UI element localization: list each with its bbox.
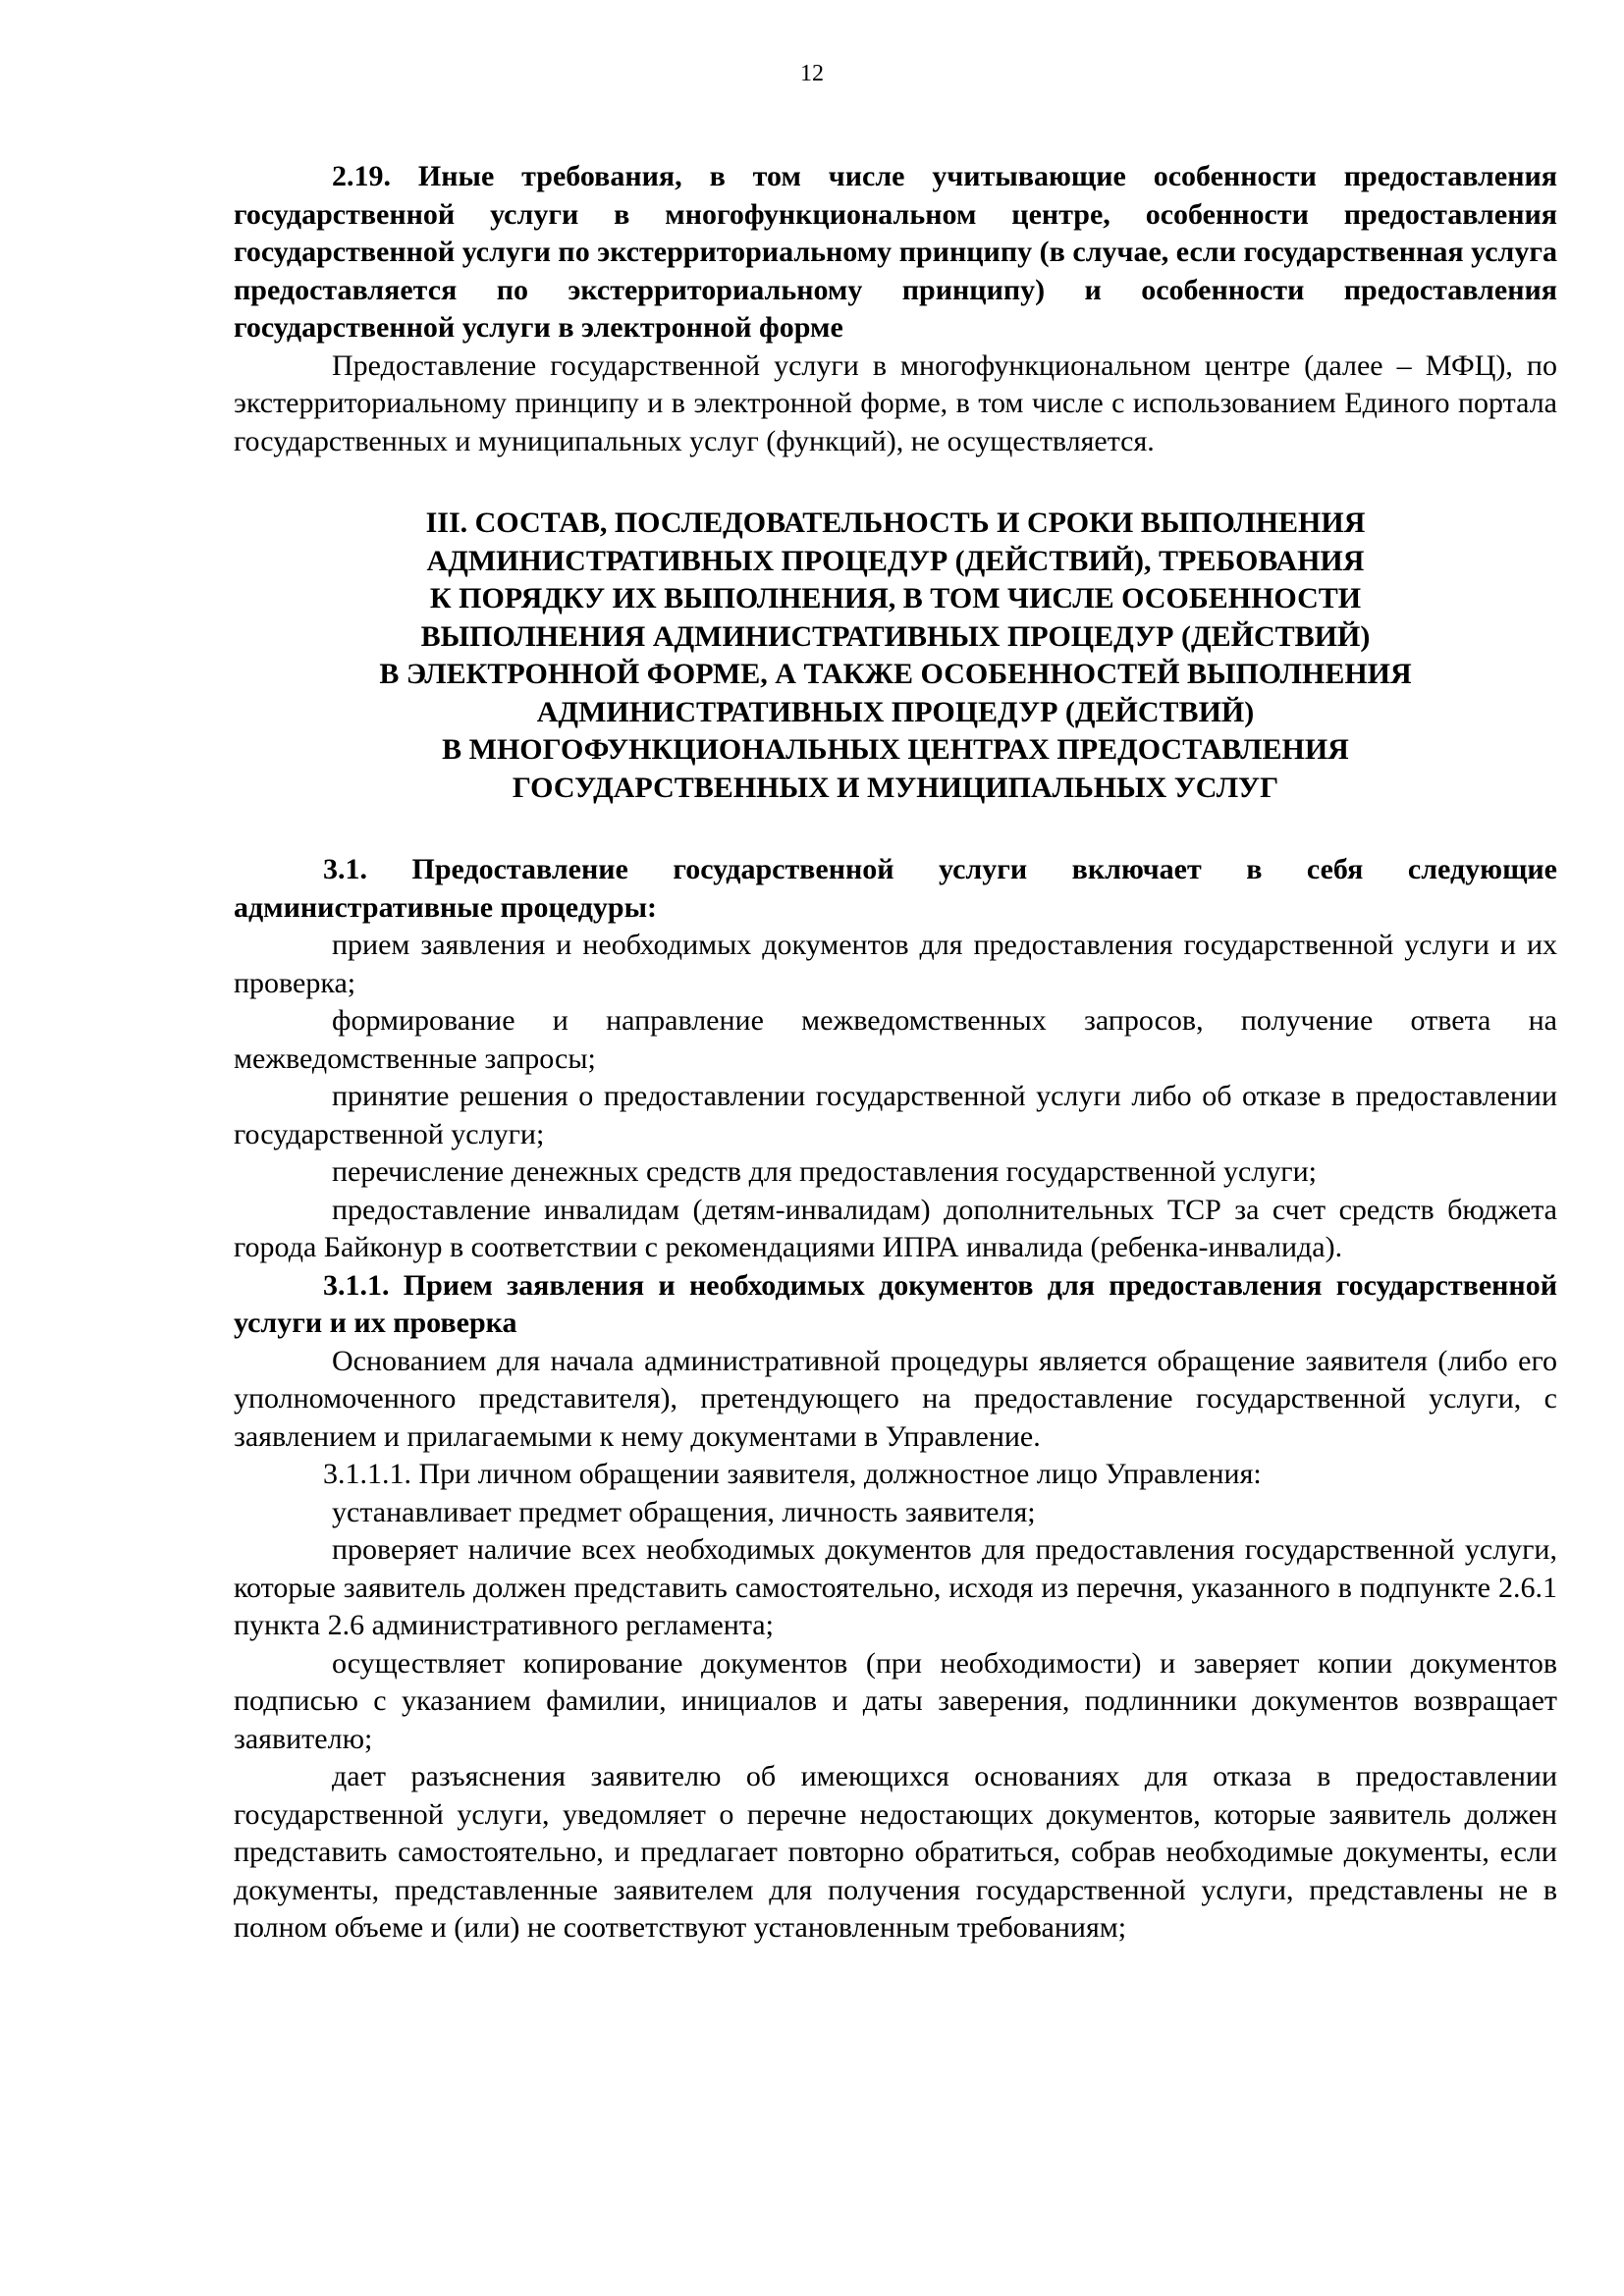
document-body [234,158,1557,1948]
spacer [234,807,1557,851]
procedure-item: перечисление денежных средств для предоставления государственной услуги; [332,1155,1317,1188]
action-item: дает разъяснения заявителю об имеющихся основаниях для отказа в предоставлении государственной услуги, уведомляет о перечне недостающих документов, которые заявитель должен представить самостоятельно, и предлагает повторно обратиться, собрав необходимые документы, если документы, представленные заявителем для получения государственной услуги, представлены не в полном объеме и (или) не соответствуют установленным требованиям; [234,1760,1557,1944]
section-title-line: III. СОСТАВ, ПОСЛЕДОВАТЕЛЬНОСТЬ И СРОКИ ВЫПОЛНЕНИЯ [425,507,1366,539]
heading-3-1-1: 3.1.1. Прием заявления и необходимых документов для предоставления государственной услуги и их проверка [234,1268,1557,1339]
action-item: осуществляет копирование документов (при необходимости) и заверяет копии документов подписью с указанием фамилии, инициалов и даты заверения, подлинники документов возвращает заявителю; [234,1646,1557,1755]
procedure-item: принятие решения о предоставлении государственной услуги либо об отказе в предоставлении государственной услуги; [234,1080,1557,1150]
page-number: 12 [800,61,824,86]
paragraph-3-1-1-1: 3.1.1.1. При личном обращении заявителя, должностное лицо Управления: [323,1458,1262,1490]
section-title-line: ГОСУДАРСТВЕННЫХ И МУНИЦИПАЛЬНЫХ УСЛУГ [512,771,1279,804]
section-title-line: АДМИНИСТРАТИВНЫХ ПРОЦЕДУР (ДЕЙСТВИЙ) [536,695,1255,728]
section-title-line: К ПОРЯДКУ ИХ ВЫПОЛНЕНИЯ, В ТОМ ЧИСЛЕ ОСОБЕННОСТИ [429,582,1362,614]
procedure-item: предоставление инвалидам (детям-инвалидам) дополнительных ТСР за счет средств бюджета города Байконур в соответствии с рекомендациями ИПРА инвалида (ребенка-инвалида). [234,1193,1557,1263]
section-title-line: ВЫПОЛНЕНИЯ АДМИНИСТРАТИВНЫХ ПРОЦЕДУР (ДЕЙСТВИЙ) [420,619,1371,653]
section-title [234,505,1557,807]
paragraph-2-19: Предоставление государственной услуги в многофункциональном центре (далее – МФЦ), по экстерриториальному принципу и в электронной форме, в том числе с использованием Единого портала государственных и муниципальных услуг (функций), не осуществляется. [234,348,1557,457]
action-item: проверяет наличие всех необходимых документов для предоставления государственной услуги, которые заявитель должен представить самостоятельно, исходя из перечня, указанного в подпункте 2.6.1 пункта 2.6 административного регламента; [234,1533,1557,1641]
spacer [234,460,1557,505]
heading-3-1: 3.1. Предоставление государственной услуги включает в себя следующие административные процедуры: [234,853,1557,924]
procedure-item: прием заявления и необходимых документов для предоставления государственной услуги и их проверка; [234,929,1557,999]
procedure-item: формирование и направление межведомственных запросов, получение ответа на межведомственные запросы; [234,1004,1557,1075]
section-title-line: АДМИНИСТРАТИВНЫХ ПРОЦЕДУР (ДЕЙСТВИЙ), ТРЕБОВАНИЯ [426,544,1365,577]
section-title-line: В МНОГОФУНКЦИОНАЛЬНЫХ ЦЕНТРАХ ПРЕДОСТАВЛЕНИЯ [442,733,1349,766]
paragraph-3-1-1: Основанием для начала административной процедуры является обращение заявителя (либо его уполномоченного представителя), претендующего на предоставление государственной услуги, с заявлением и прилагаемыми к нему документами в Управление. [234,1344,1557,1453]
section-title-line: В ЭЛЕКТРОННОЙ ФОРМЕ, А ТАКЖЕ ОСОБЕННОСТЕЙ ВЫПОЛНЕНИЯ [379,658,1412,690]
heading-2-19: 2.19. Иные требования, в том числе учитывающие особенности предоставления государственной услуги в многофункциональном центре, особенности предоставления государственной услуги по экстерриториальному принципу (в случае, если государственная услуга предоставляется по экстерриториальному принципу) и особенности предоставления государственной услуги в электронной форме [234,160,1557,344]
action-item: устанавливает предмет обращения, личность заявителя; [332,1495,1036,1528]
